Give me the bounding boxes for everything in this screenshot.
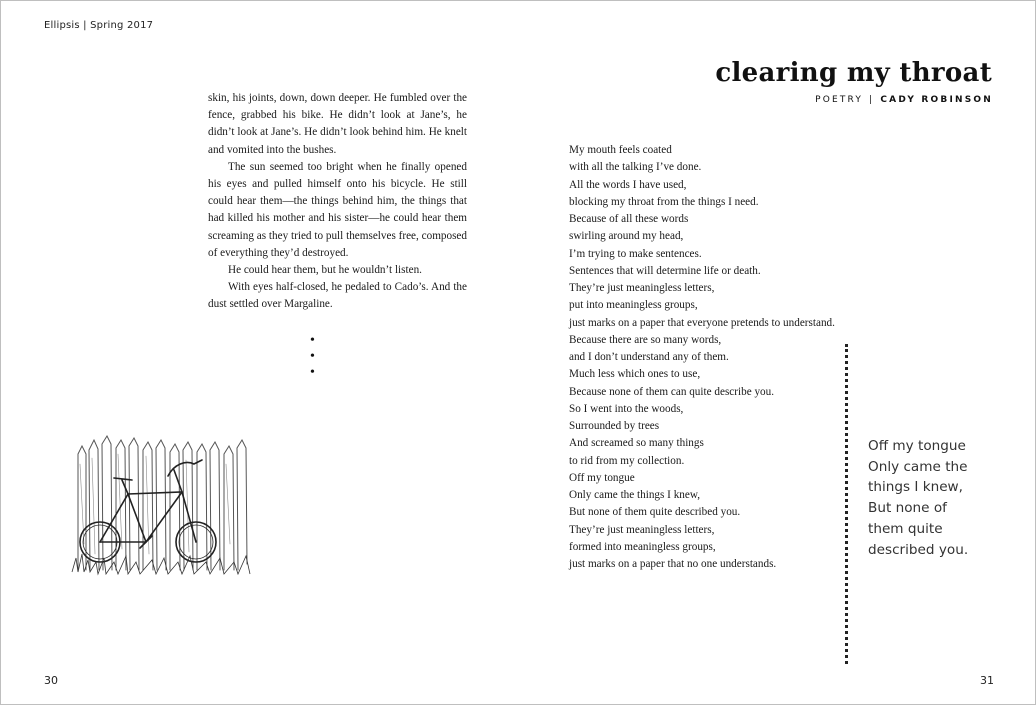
poem-byline (700, 95, 993, 105)
prose-paragraph-3: He could hear them, but he wouldn’t listen. (228, 264, 422, 277)
poem-line: So I went into the woods, (569, 402, 684, 415)
poem-line: blocking my throat from the things I need. (569, 195, 759, 208)
poem-line: Only came the things I knew, (569, 489, 701, 501)
page-number-left: 30 (44, 674, 58, 687)
poem-line: Surrounded by trees (569, 420, 660, 432)
poem-line: Because none of them can quite describe you. (569, 385, 775, 398)
pull-quote-line: But none of (868, 500, 947, 517)
pull-quote-line: Only came the (868, 458, 968, 475)
pull-quote (868, 436, 978, 560)
poem-line: They’re just meaningless letters, (569, 523, 715, 536)
poem-line: Much less which ones to use, (569, 368, 701, 381)
story-prose (208, 90, 467, 314)
poem-line: And screamed so many things (569, 437, 704, 450)
pull-quote-line: Off my tongue (868, 438, 966, 454)
poem-line: just marks on a paper that everyone pretends to understand. (569, 316, 835, 329)
dotted-divider (845, 344, 851, 664)
section-break: • • • (310, 333, 333, 380)
pull-quote-line: them quite (868, 520, 943, 537)
byline-separator: | (869, 95, 875, 105)
poem-line: All the words I have used, (569, 178, 687, 191)
pull-quote-line: things I knew, (868, 479, 963, 496)
poem-genre: POETRY (815, 95, 864, 105)
prose-paragraph-1: skin, his joints, down, down deeper. He fumbled over the fence, grabbed his bike. He didn’t look at Jane’s, he didn’t look at Jane’s. He didn’t look behind him. He knelt and vomited into the bushes. (208, 92, 467, 156)
page-number-right: 31 (980, 674, 994, 687)
poem-line: formed into meaningless groups, (569, 540, 716, 553)
poem-line: Sentences that will determine life or death. (569, 264, 761, 277)
prose-paragraph-2: The sun seemed too bright when he finally opened his eyes and pulled himself onto his bicycle. He still could hear them—the things behind him, the things that had killed his mother and his sister—he could hear them screaming as they tried to pull themselves free, composed of everything they’d destroyed. (208, 160, 467, 259)
poem-line: My mouth feels coated (569, 144, 672, 156)
pull-quote-line: described you. (868, 541, 969, 558)
poem-line: and I don’t understand any of them. (569, 351, 729, 363)
poem-line: Off my tongue (569, 471, 635, 484)
poem-body (569, 142, 869, 573)
poem-line: I’m trying to make sentences. (569, 247, 702, 260)
poem-line: just marks on a paper that no one understands. (569, 558, 777, 570)
poem-line: with all the talking I’ve done. (569, 161, 702, 174)
running-header: Ellipsis | Spring 2017 (44, 20, 154, 31)
poem-line: But none of them quite described you. (569, 506, 741, 519)
poem-line: swirling around my head, (569, 230, 684, 243)
prose-paragraph-4: With eyes half-closed, he pedaled to Cado’s. And the dust settled over Margaline. (208, 281, 467, 311)
bicycle-fence-sketch-icon (70, 424, 255, 576)
poem-title: clearing my throat (715, 58, 992, 88)
poem-line: Because there are so many words, (569, 333, 722, 346)
poem-author: CADY ROBINSON (880, 95, 993, 105)
poem-line: They’re just meaningless letters, (569, 282, 715, 294)
poem-line: Because of all these words (569, 213, 689, 225)
poem-line: to rid from my collection. (569, 454, 685, 467)
poem-line: put into meaningless groups, (569, 299, 698, 312)
